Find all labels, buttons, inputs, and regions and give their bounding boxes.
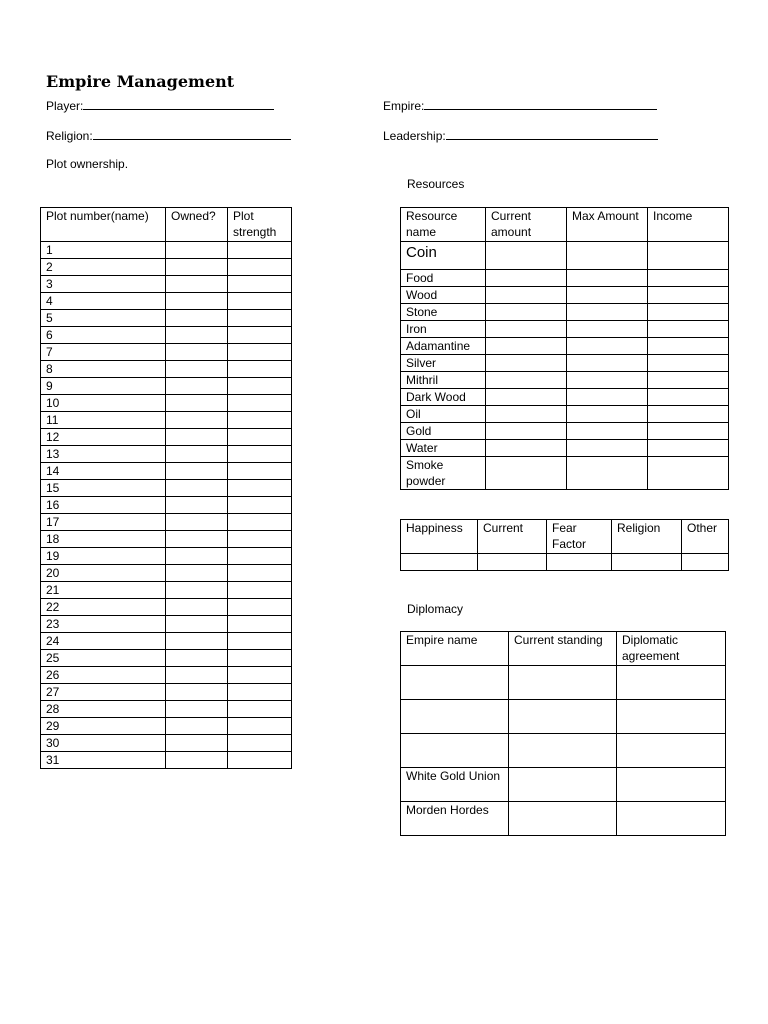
entry-cell[interactable]: [166, 565, 228, 582]
entry-cell[interactable]: [509, 768, 617, 802]
religion-blank-line[interactable]: [93, 127, 291, 140]
empire-blank-line[interactable]: [424, 97, 657, 110]
row-label-cell[interactable]: [401, 666, 509, 700]
entry-cell[interactable]: [567, 242, 648, 270]
entry-cell[interactable]: [486, 270, 567, 287]
table-row: [41, 293, 292, 310]
entry-cell[interactable]: [166, 361, 228, 378]
leadership-field[interactable]: [383, 127, 658, 143]
table-row: [41, 429, 292, 446]
row-label-cell: Wood: [401, 287, 486, 304]
entry-cell[interactable]: [228, 565, 292, 582]
entry-cell[interactable]: [166, 395, 228, 412]
entry-cell[interactable]: [509, 734, 617, 768]
entry-cell[interactable]: [228, 548, 292, 565]
table-row: [41, 463, 292, 480]
table-row: [401, 372, 729, 389]
entry-cell[interactable]: [509, 666, 617, 700]
entry-cell[interactable]: [166, 327, 228, 344]
column-header: Empire name: [401, 632, 509, 666]
column-header: Resource name: [401, 208, 486, 242]
row-label-cell: Adamantine: [401, 338, 486, 355]
entry-cell[interactable]: [228, 701, 292, 718]
table-row: [41, 395, 292, 412]
table-row: [41, 446, 292, 463]
diplomacy-table-body: [401, 666, 726, 836]
entry-cell[interactable]: [486, 440, 567, 457]
entry-cell[interactable]: [648, 372, 729, 389]
row-label-cell: Water: [401, 440, 486, 457]
happiness-table-body: [401, 554, 729, 571]
entry-cell[interactable]: [228, 514, 292, 531]
diplomacy-label: Diplomacy: [407, 602, 464, 616]
row-label-cell: 14: [41, 463, 166, 480]
happiness-table: [400, 519, 729, 571]
table-row: [41, 344, 292, 361]
row-label-cell: 17: [41, 514, 166, 531]
table-row: [41, 701, 292, 718]
table-row: [401, 554, 729, 571]
entry-cell[interactable]: [617, 734, 726, 768]
entry-cell[interactable]: [166, 463, 228, 480]
happiness-table-header-row: [401, 520, 729, 554]
table-row: [401, 457, 729, 490]
entry-cell[interactable]: [648, 242, 729, 270]
entry-cell[interactable]: [166, 684, 228, 701]
entry-cell[interactable]: [166, 667, 228, 684]
row-label-cell: 19: [41, 548, 166, 565]
entry-cell[interactable]: [509, 700, 617, 734]
resources-table-body: [401, 242, 729, 490]
plot-table-header-row: [41, 208, 292, 242]
table-row: [401, 734, 726, 768]
row-label-cell: 1: [41, 242, 166, 259]
table-row: [41, 582, 292, 599]
row-label-cell: Smoke powder: [401, 457, 486, 490]
entry-cell[interactable]: [228, 429, 292, 446]
resources-table: [400, 207, 729, 490]
row-label-cell: Coin: [401, 242, 486, 270]
entry-cell[interactable]: [486, 423, 567, 440]
entry-cell[interactable]: [648, 423, 729, 440]
religion-field[interactable]: [46, 127, 291, 143]
entry-cell[interactable]: [228, 497, 292, 514]
entry-cell[interactable]: [617, 700, 726, 734]
table-row: [41, 684, 292, 701]
page-title: Empire Management: [46, 72, 235, 91]
entry-cell[interactable]: [166, 276, 228, 293]
entry-cell[interactable]: [486, 389, 567, 406]
row-label-cell: 7: [41, 344, 166, 361]
table-row: [401, 304, 729, 321]
row-label-cell[interactable]: [401, 700, 509, 734]
table-row: [401, 321, 729, 338]
table-row: [41, 531, 292, 548]
entry-cell[interactable]: [166, 344, 228, 361]
entry-cell[interactable]: [567, 321, 648, 338]
table-row: [401, 768, 726, 802]
table-row: [41, 599, 292, 616]
row-label-cell: Food: [401, 270, 486, 287]
entry-cell[interactable]: [166, 497, 228, 514]
entry-cell[interactable]: [228, 446, 292, 463]
entry-cell[interactable]: [166, 429, 228, 446]
entry-cell[interactable]: [228, 412, 292, 429]
entry-cell[interactable]: [228, 480, 292, 497]
row-label-cell: 8: [41, 361, 166, 378]
column-header: Current standing: [509, 632, 617, 666]
row-label-cell: 10: [41, 395, 166, 412]
entry-cell[interactable]: [166, 548, 228, 565]
entry-cell[interactable]: [166, 582, 228, 599]
entry-cell[interactable]: [166, 293, 228, 310]
entry-cell[interactable]: [228, 378, 292, 395]
table-row: [41, 327, 292, 344]
column-header: Fear Factor: [547, 520, 612, 554]
row-label-cell[interactable]: White Gold Union: [401, 768, 509, 802]
empire-field[interactable]: [383, 97, 657, 113]
empire-label: Empire:: [383, 99, 425, 113]
entry-cell[interactable]: [166, 735, 228, 752]
table-row: [41, 310, 292, 327]
row-label-cell: Mithril: [401, 372, 486, 389]
entry-cell[interactable]: [567, 304, 648, 321]
entry-cell[interactable]: [166, 752, 228, 769]
entry-cell[interactable]: [228, 242, 292, 259]
entry-cell[interactable]: [486, 321, 567, 338]
table-row: [401, 338, 729, 355]
table-row: [41, 735, 292, 752]
entry-cell[interactable]: [166, 650, 228, 667]
row-label-cell: 21: [41, 582, 166, 599]
row-label-cell: 11: [41, 412, 166, 429]
entry-cell[interactable]: [166, 259, 228, 276]
religion-label: Religion:: [46, 129, 93, 143]
table-row: [401, 423, 729, 440]
row-label-cell[interactable]: Morden Hordes: [401, 802, 509, 836]
plot-table-body: [41, 242, 292, 769]
diplomacy-table: [400, 631, 726, 836]
entry-cell[interactable]: [648, 389, 729, 406]
entry-cell[interactable]: [486, 355, 567, 372]
row-label-cell: 26: [41, 667, 166, 684]
column-header: Plot strength: [228, 208, 292, 242]
row-label-cell[interactable]: [401, 734, 509, 768]
entry-cell[interactable]: [617, 768, 726, 802]
table-row: [401, 440, 729, 457]
column-header: Plot number(name): [41, 208, 166, 242]
row-label-cell: 23: [41, 616, 166, 633]
leadership-label: Leadership:: [383, 129, 446, 143]
row-label-cell: 16: [41, 497, 166, 514]
entry-cell[interactable]: [228, 582, 292, 599]
table-row: [401, 270, 729, 287]
entry-cell[interactable]: [228, 650, 292, 667]
column-header: Other: [682, 520, 729, 554]
entry-cell[interactable]: [486, 457, 567, 490]
table-row: [401, 802, 726, 836]
entry-cell[interactable]: [228, 616, 292, 633]
table-row: [41, 616, 292, 633]
entry-cell[interactable]: [228, 293, 292, 310]
row-label-cell: 6: [41, 327, 166, 344]
entry-cell[interactable]: [166, 718, 228, 735]
table-row: [41, 548, 292, 565]
entry-cell[interactable]: [228, 463, 292, 480]
table-row: [401, 666, 726, 700]
entry-cell[interactable]: [228, 259, 292, 276]
entry-cell[interactable]: [567, 457, 648, 490]
entry-cell[interactable]: [166, 412, 228, 429]
row-label-cell: 28: [41, 701, 166, 718]
entry-cell[interactable]: [612, 554, 682, 571]
table-row: [41, 650, 292, 667]
entry-cell[interactable]: [567, 270, 648, 287]
player-label: Player:: [46, 99, 84, 113]
column-header: Diplomatic agreement: [617, 632, 726, 666]
entry-cell[interactable]: [648, 270, 729, 287]
leadership-blank-line[interactable]: [446, 127, 658, 140]
table-row: [41, 361, 292, 378]
entry-cell[interactable]: [682, 554, 729, 571]
entry-cell[interactable]: [648, 457, 729, 490]
table-row: [41, 259, 292, 276]
entry-cell[interactable]: [166, 446, 228, 463]
table-row: [41, 378, 292, 395]
entry-cell[interactable]: [547, 554, 612, 571]
entry-cell[interactable]: [228, 752, 292, 769]
entry-cell[interactable]: [567, 406, 648, 423]
row-label-cell: 31: [41, 752, 166, 769]
table-row: [401, 287, 729, 304]
entry-cell[interactable]: [228, 361, 292, 378]
entry-cell[interactable]: [567, 389, 648, 406]
entry-cell[interactable]: [228, 718, 292, 735]
diplomacy-table-header-row: [401, 632, 726, 666]
column-header: Happiness: [401, 520, 478, 554]
entry-cell[interactable]: [228, 599, 292, 616]
table-row: [41, 497, 292, 514]
entry-cell[interactable]: [166, 514, 228, 531]
row-label-cell: Silver: [401, 355, 486, 372]
row-label-cell: 15: [41, 480, 166, 497]
table-row: [41, 667, 292, 684]
entry-cell[interactable]: [228, 310, 292, 327]
row-label-cell: 27: [41, 684, 166, 701]
entry-cell[interactable]: [648, 304, 729, 321]
table-row: [41, 514, 292, 531]
entry-cell[interactable]: [617, 666, 726, 700]
entry-cell[interactable]: [166, 701, 228, 718]
entry-cell[interactable]: [648, 287, 729, 304]
entry-cell[interactable]: [509, 802, 617, 836]
row-label-cell: 2: [41, 259, 166, 276]
entry-cell[interactable]: [648, 406, 729, 423]
entry-cell[interactable]: [166, 531, 228, 548]
row-label-cell: 3: [41, 276, 166, 293]
row-label-cell: 13: [41, 446, 166, 463]
table-row: [41, 242, 292, 259]
table-row: [41, 412, 292, 429]
row-label-cell: 29: [41, 718, 166, 735]
entry-cell[interactable]: [567, 287, 648, 304]
plot-ownership-label: Plot ownership.: [46, 157, 129, 171]
table-row: [41, 565, 292, 582]
table-row: [41, 752, 292, 769]
column-header: Religion: [612, 520, 682, 554]
row-label-cell: Iron: [401, 321, 486, 338]
entry-cell[interactable]: [617, 802, 726, 836]
row-label-cell: 9: [41, 378, 166, 395]
entry-cell[interactable]: [648, 338, 729, 355]
entry-cell[interactable]: [486, 338, 567, 355]
resources-table-header-row: [401, 208, 729, 242]
entry-cell[interactable]: [478, 554, 547, 571]
entry-cell[interactable]: [567, 440, 648, 457]
entry-cell[interactable]: [567, 355, 648, 372]
column-header: Max Amount: [567, 208, 648, 242]
entry-cell[interactable]: [567, 372, 648, 389]
row-label-cell: 5: [41, 310, 166, 327]
entry-cell[interactable]: [228, 395, 292, 412]
entry-cell[interactable]: [228, 633, 292, 650]
entry-cell[interactable]: [166, 480, 228, 497]
table-row: [401, 355, 729, 372]
entry-cell[interactable]: [486, 372, 567, 389]
row-label-cell: 12: [41, 429, 166, 446]
row-label-cell: 24: [41, 633, 166, 650]
column-header: Current amount: [486, 208, 567, 242]
column-header: Current: [478, 520, 547, 554]
column-header: Income: [648, 208, 729, 242]
entry-cell[interactable]: [486, 242, 567, 270]
player-field[interactable]: [46, 97, 274, 113]
row-label-cell: Dark Wood: [401, 389, 486, 406]
entry-cell[interactable]: [486, 406, 567, 423]
entry-cell[interactable]: [228, 667, 292, 684]
entry-cell[interactable]: [648, 440, 729, 457]
entry-cell[interactable]: [166, 599, 228, 616]
table-row: [41, 633, 292, 650]
entry-cell[interactable]: [166, 310, 228, 327]
table-row: [401, 242, 729, 270]
table-row: [401, 406, 729, 423]
row-label-cell: 25: [41, 650, 166, 667]
entry-cell[interactable]: [648, 355, 729, 372]
entry-cell[interactable]: [228, 344, 292, 361]
table-row: [41, 718, 292, 735]
entry-cell[interactable]: [166, 616, 228, 633]
plot-ownership-table: [40, 207, 292, 769]
row-label-cell: Oil: [401, 406, 486, 423]
resources-label: Resources: [407, 177, 465, 191]
row-label-cell: 18: [41, 531, 166, 548]
entry-cell[interactable]: [228, 327, 292, 344]
entry-cell[interactable]: [567, 423, 648, 440]
entry-cell[interactable]: [567, 338, 648, 355]
entry-cell[interactable]: [486, 304, 567, 321]
table-row: [401, 700, 726, 734]
table-row: [41, 276, 292, 293]
entry-cell[interactable]: [166, 633, 228, 650]
table-row: [401, 389, 729, 406]
row-label-cell: 20: [41, 565, 166, 582]
column-header: Owned?: [166, 208, 228, 242]
entry-cell[interactable]: [228, 684, 292, 701]
entry-cell[interactable]: [166, 242, 228, 259]
entry-cell[interactable]: [166, 378, 228, 395]
row-label-cell: 30: [41, 735, 166, 752]
entry-cell[interactable]: [228, 735, 292, 752]
player-blank-line[interactable]: [83, 97, 274, 110]
row-label-cell: Stone: [401, 304, 486, 321]
entry-cell[interactable]: [228, 276, 292, 293]
row-label-cell: 22: [41, 599, 166, 616]
entry-cell[interactable]: [486, 287, 567, 304]
table-row: [41, 480, 292, 497]
entry-cell[interactable]: [648, 321, 729, 338]
row-label-cell: Gold: [401, 423, 486, 440]
row-label-cell: 4: [41, 293, 166, 310]
entry-cell[interactable]: [401, 554, 478, 571]
entry-cell[interactable]: [228, 531, 292, 548]
